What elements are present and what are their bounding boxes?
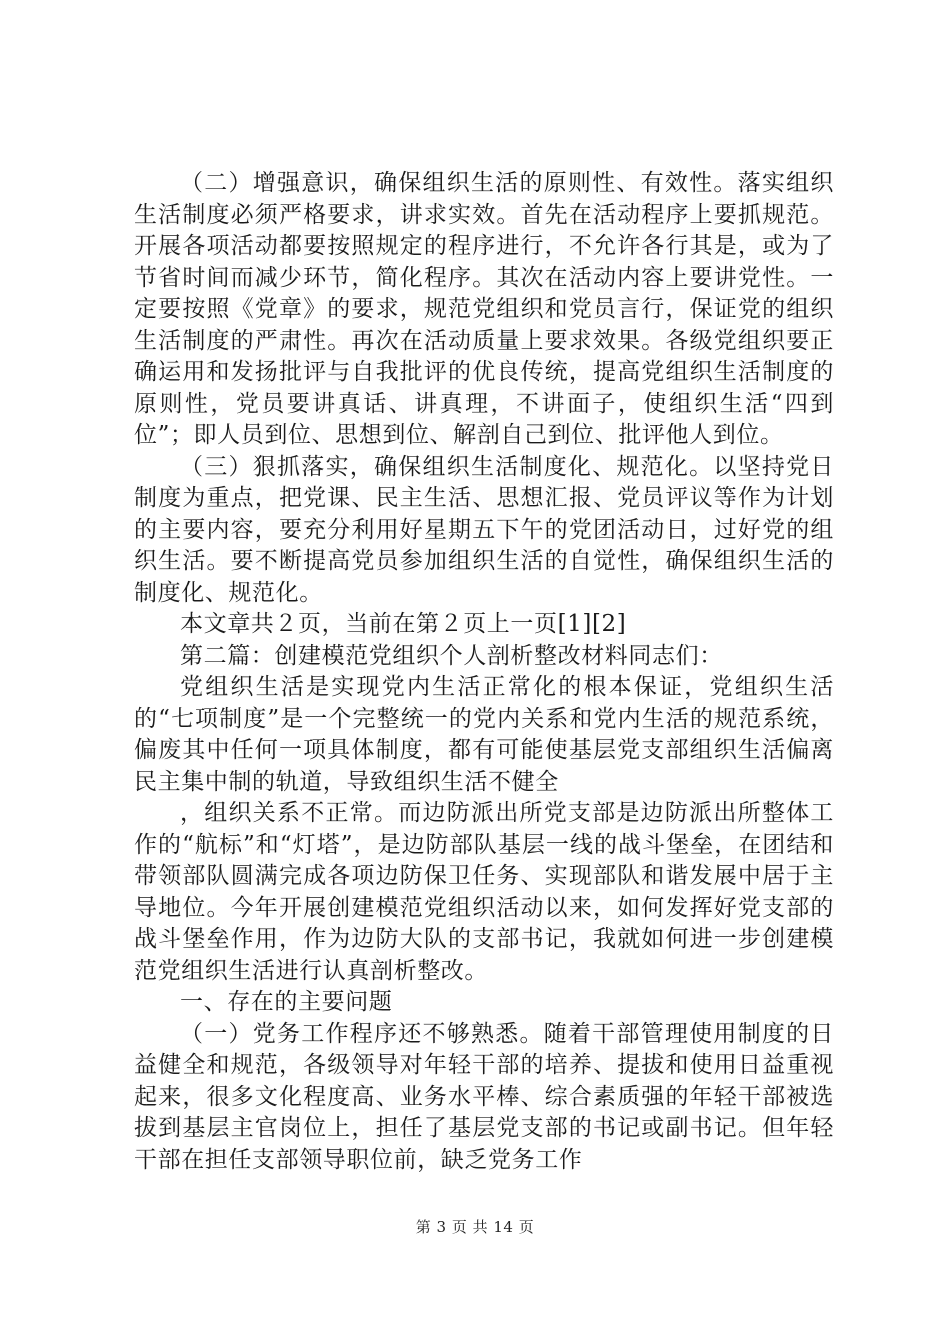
paragraph-intro: 党组织生活是实现党内生活正常化的根本保证，党组织生活的“七项制度”是一个完整统一的党内关系和党内生活的规范系统，偏废其中任何一项具体制度，都有可能使基层党支部组织生活偏离民主集中制的轨道，导致组织生活不健全 (134, 674, 834, 795)
paragraph-intro-continued: ，组织关系不正常。而边防派出所党支部是边防派出所整体工作的“航标”和“灯塔”，是边防部队基层一线的战斗堡垒，在团结和带领部队圆满完成各项边防保卫任务、实现部队和谐发展中居于主导地位。今年开展创建模范党组织活动以来，如何发挥好党支部的战斗堡垒作用，作为边防大队的支部书记，我就如何进一步创建模范党组织生活进行认真剖析整改。 (134, 800, 834, 984)
section-heading-problems: 一、存在的主要问题 (180, 989, 393, 1015)
document-body (134, 168, 834, 1176)
paragraph-section-two: （二）增强意识，确保组织生活的原则性、有效性。落实组织生活制度必须严格要求，讲求实效。首先在活动程序上要抓规范。开展各项活动都要按照规定的程序进行，不允许各行其是，或为了节省时间而减少环节，简化程序。其次在活动内容上要讲党性。一定要按照《党章》的要求，规范党组织和党员言行，保证党的组织生活制度的严肃性。再次在活动质量上要求效果。各级党组织要正确运用和发扬批评与自我批评的优良传统，提高党组织生活制度的原则性，党员要讲真话、讲真理，不讲面子，使组织生活“四到位”；即人员到位、思想到位、解剖自己到位、批评他人到位。 (134, 170, 834, 448)
article-two-heading: 第二篇：创建模范党组织个人剖析整改材料同志们： (180, 642, 723, 669)
pagination-note: 本文章共２页，当前在第２页上一页[1][2] (180, 611, 627, 637)
paragraph-problem-one: （一）党务工作程序还不够熟悉。随着干部管理使用制度的日益健全和规范，各级领导对年轻干部的培养、提拔和使用日益重视起来，很多文化程度高、业务水平棒、综合素质强的年轻干部被选拔到基层主官岗位上，担任了基层党支部的书记或副书记。但年轻干部在担任支部领导职位前，缺乏党务工作 (134, 1020, 834, 1173)
paragraph-section-three: （三）狠抓落实，确保组织生活制度化、规范化。以坚持党日制度为重点，把党课、民主生活、思想汇报、党员评议等作为计划的主要内容，要充分利用好星期五下午的党团活动日，过好党的组织生活。要不断提高党员参加组织生活的自觉性，确保组织生活的制度化、规范化。 (134, 453, 834, 606)
page-number-footer: 第 3 页 共 14 页 (415, 1218, 535, 1236)
